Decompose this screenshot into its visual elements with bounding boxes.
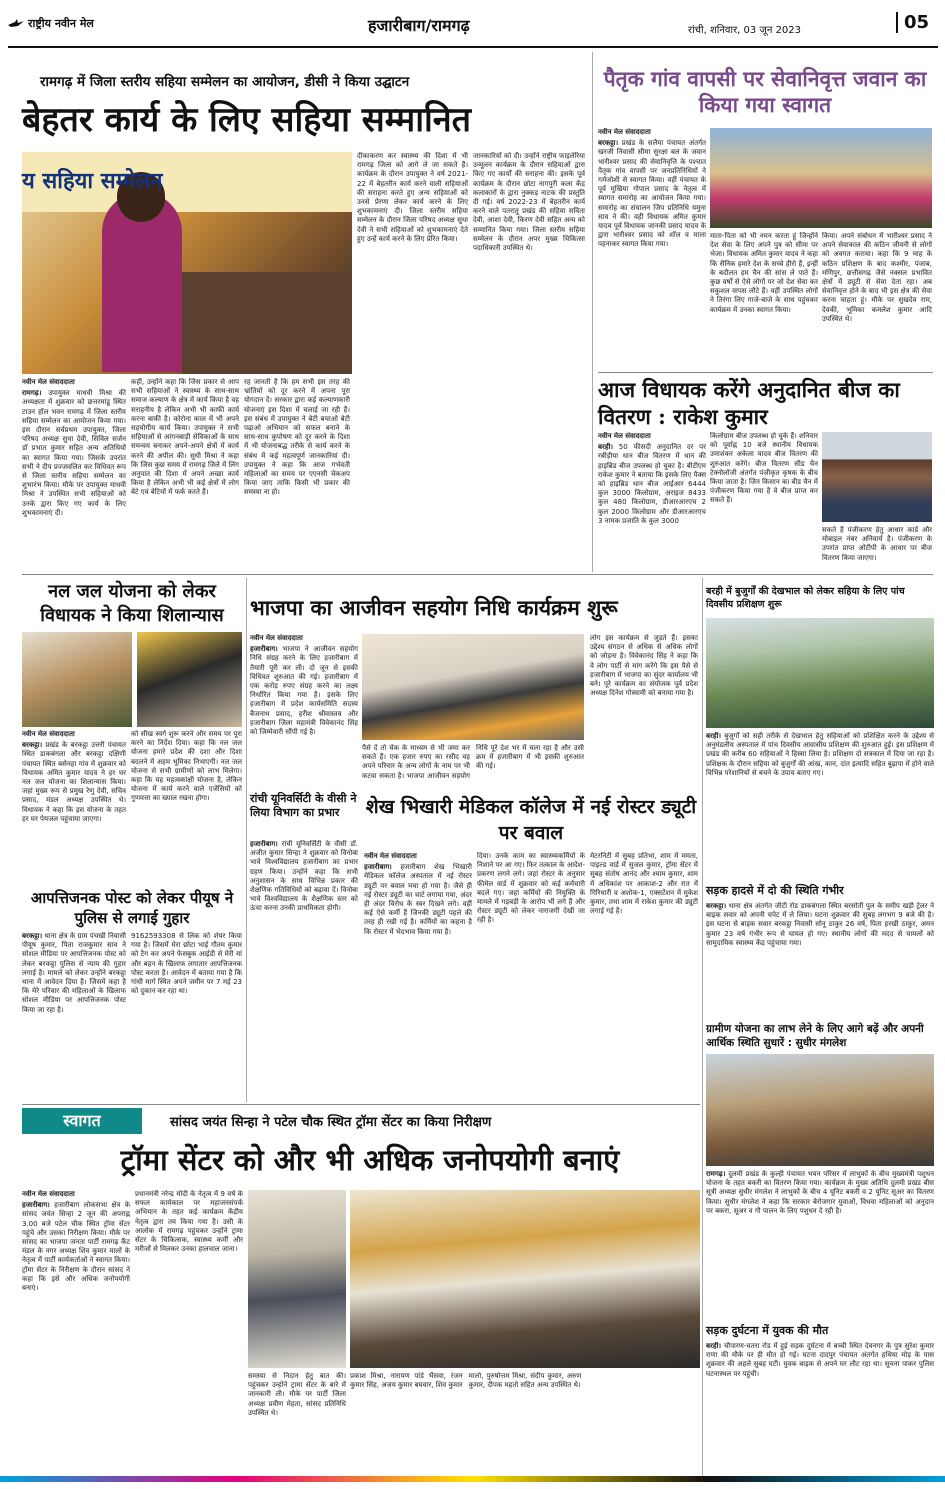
divider <box>702 578 703 1476</box>
ranchi-univ-headline: रांची यूनिवर्सिटी के वीसी ने लिया विभाग का प्रभार <box>250 792 357 819</box>
ranchi-univ-body: रांची यूनिवर्सिटी के वीसी डॉ. अजीत कुमार सिन्हा ने शुक्रवार को विनोबा भावे विश्वविद्यालय हजारीबाग का प्रभार ग्रहण किया। उन्होंने कहा कि सभी अनुशासन के साथ विभिन्न प्रकार की शैक्षणिक गतिविधियों को बढ़ावा दें। विनोबा भावे विश्वविद्यालय के शैक्षणिक स्तर को ऊंचा करना उनकी प्राथमिकता होगी। <box>250 840 358 913</box>
section-title: हजारीबाग/रामगढ़ <box>368 16 470 35</box>
bhajpa-col1 <box>250 634 358 784</box>
beej-col1-text: 50 फीसदी अनुदानित दर पर रबीड़ीया धान बीज वितरण में धान की हाइब्रिड बीज उपलब्ध हो चुका है। बीटीएम राकेश कुमार ने बताया कि इसके लिए पैक्स को हाइब्रिड धान बीज आईआर 6444 कुल 3000 किलोग्राम, अराइज 8433 कुल 480 किलोग्राम, डीआरआरएच 2 कुल 2000 किलोग्राम और डीआरआरएच 3 नामक प्रजाति के कुल 3000 <box>598 443 706 525</box>
nal-jal-dateline: बरकट्ठा। <box>22 741 43 750</box>
prashikshan-dateline: बरही। <box>706 732 722 740</box>
aapattijanak-col2: 9162593308 से लिंक को शेयर किया गया है। जिसमें मेरा छोटा भाई गौतम कुमार को टैग कर अपने फेसबुक आईडी से मेरी मां और बहन के खिलाफ लगातार आपत्तिजनक पोस्ट करता है। आवेदन में बताया गया है कि गांधी मार्ग स्थित अपने जमीन पर 7 मई 23 को दुकान कर रहा था। <box>131 932 242 996</box>
sahiya-col5: जानकारियों को दी। उन्होंने राष्ट्रीय फाइलेरिया उन्मूलन कार्यक्रम के दौरान सहियाओं द्वारा किए गए कार्यों की सराहना की। इसके पूर्व कार्यक्रम के दौरान छोटा नागपुरी कला केंद्र कलाकारों के द्वारा नुक्कड़ नाटक की प्रस्तुति दी गई। वर्ष 2022-23 में बेहतरीन कार्य करने वाले पतरातु प्रखंड की सहिया सविता देवी, आशा देवी, किरण देवी सहित अन्य को सम्मानित किया गया। जिला स्तरीय सहिया सम्मेलन के दौरान अपर मुख्य चिकित्सा पदाधिकारी उपस्थित थे। <box>473 152 585 253</box>
prashikshan-text <box>706 732 934 880</box>
shekh-bhikhari-byline: नवीन मेल संवाददाता <box>364 852 417 860</box>
logo-text: राष्ट्रीय नवीन मेल <box>28 17 94 30</box>
trauma-col2: प्रधानमंत्री नरेन्द्र मोदी के नेतृत्व में 9 वर्ष के सफल कार्यकाल पर महाजनसंपर्क अभियान के तहत कई कार्यक्रम केंद्रीय नेतृत्व द्वारा तय किया गया है। उसी के आलोक में रामगढ़ पहुंचकर उन्होंने ट्रामा सेंटर के चिकित्सक, स्वास्थ्य कर्मी और मरीजों से मिलकर उनका हालचाल जाना। <box>135 1190 243 1254</box>
sadak-1-body: थाना क्षेत्र अंतर्गत जीटी रोड डाकबंगला स्थित बरसोती पुल के समीप खड़ी ट्रेलर ने बाइक सवार को अपनी चपेट में ले लिया। घटना शुक्रवार की सुबह लगभग 9 बजे की है। इस घटना से बाइक सवार बरकट्ठा निवासी सोनू ठाकुर 26 वर्ष, पिता हरखी ठाकुर, अमन कुमार 23 वर्ष गंभीर रूप से घायल हो गए। स्थानीय लोगों की मदद से घायलों को सामुदायिक स्वास्थ्य केंद्र पहुंचाया गया। <box>706 902 934 947</box>
page-number: 05 <box>896 12 929 33</box>
sahiya-banner-text: य सहिया सम्मेलन <box>22 168 163 194</box>
aapattijanak-headline: आपत्तिजनक पोस्ट को लेकर पीयूष ने पुलिस से लगाई गुहार <box>30 889 234 927</box>
sadak-2-headline: सड़क दुर्घटना में युवक की मौत <box>706 1324 829 1337</box>
trauma-headline: ट्रॉमा सेंटर को और भी अधिक जनोपयोगी बनाएं <box>120 1143 620 1177</box>
aapattijanak-dateline: बरकट्ठा। <box>22 932 43 940</box>
gramin-headline: ग्रामीण योजना का लाभ लेने के लिए आगे बढ़ें और अपनी आर्थिक स्थिति सुधारें : सुधीर मंगलेश <box>706 1023 924 1049</box>
trauma-dateline: हजारीबाग। <box>22 1201 50 1210</box>
sadak-2-dateline: बरही। <box>706 1342 722 1350</box>
sadak-2-body: चौपारण-चतरा रोड में हुई सड़क दुर्घटना में बच्ची स्थित देवनगर के पुत्र सुरेश कुमार राणा की मौके पर ही मौत हो गई। घटना दादपुर पंचायत अंतर्गत हथिया मोड़ के पास शुक्रवार की अहले सुबह घटी। युवक बाइक से अपने घर लौट रहा था। सूचना पाकर पुलिस घटनास्थल पर पहुंची। <box>706 1342 934 1378</box>
trauma-col1 <box>22 1190 130 1472</box>
bhajpa-event-photo <box>362 634 584 740</box>
sahiya-kicker: रामगढ़ में जिला स्तरीय सहिया सम्मेलन का आयोजन, डीसी ने किया उद्घाटन <box>40 74 410 90</box>
shekh-bhikhari-col2: दिया। उनके काम का स्वास्थ्यकर्मियों के निशाने पर आ गए। फिर तत्काल के आदेश-प्रकरण लगने लगे। जहां रोस्टर के अनुसार फीमेल वार्ड में शुक्रवार को कई कर्मचारी बदले गए। जहां कर्मियों की नियुक्ति के मामले में गड़बड़ी के आरोप भी लगे हैं और रोस्टर ड्यूटी को लेकर नाराजगी देखी जा रही है। <box>477 852 585 925</box>
sahiya-headline: बेहतर कार्य के लिए सहिया सम्मानित <box>22 100 472 140</box>
divider <box>592 52 593 572</box>
beej-col3: सकते हैं पंजीकरण हेतु आधार कार्ड और मोबाइल नंबर अनिवार्य है। पंजीकरण के उपरांत प्राप्त ओटीपी के आधार पर बीज वितरण किया जाएगा। <box>822 526 932 562</box>
prashikshan-headline: बरही में बुजुर्गों की देखभाल को लेकर सहिया के लिए पांच दिवसीय प्रशिक्षण शुरू <box>706 586 905 610</box>
shekh-bhikhari-col1 <box>364 852 472 1102</box>
nal-jal-col1-text: प्रखंड के बरकट्ठा उत्तरी पंचायत स्थित डाकबंगला और बरकट्ठा दक्षिणी पंचायत स्थित बसेनहा गांव में शुक्रवार को विधायक अमित कुमार यादव ने हर घर नल जल योजना का शिलान्यास किया। जहां मुख्य रूप से प्रमुख रेणु देवी, सचिव प्रसाद, मंडल अध्यक्ष उपस्थित थे। विधायक ने कहा कि इस योजना के तहत हर घर पेयजल पहुंचाया जाएगा। <box>22 741 126 823</box>
trauma-photo-2 <box>350 1190 700 1368</box>
beej-byline: नवीन मेल संवाददाता <box>598 432 651 440</box>
bhajpa-col3: लोग इस कार्यक्रम से जुड़ते हैं। इसका उद्देश्य संगठन से अधिक से अधिक लोगों को जोड़ना है। विवेकानंद सिंह ने कहा कि वे लोग पार्टी से मांग करेंगे कि इस पैसे से हजारीबाग में भाजपा का सुंदर कार्यालय भी बने। पूरे कार्यक्रम का संयोजक पूर्व प्रदेश अध्यक्ष दिनेश गोस्वामी को बनाया गया है। <box>590 634 698 698</box>
paitrik-col1-text: प्रखंड के सलैया पंचायत अंतर्गत खरजी निवासी सीमा सुरक्षा बल के जवान भारीश्वर प्रसाद की सेवानिवृत्ति के पश्चात पैतृक गांव वापसी पर जनप्रतिनिधियों ने गर्मजोशी से स्वागत किया। वहीं पंचायत के पूर्व मुखिया गोपाल प्रसाद के नेतृत्व में स्वागत समारोह का आयोजन किया गया। समारोह का संचालन जिप प्रतिनिधि यमुना साव ने की। वहीं विधायक अमित कुमार यादव पूर्व विधायक जानकी प्रसाद यादव के द्वारा भारीश्वर प्रसाद को शॉल व माला पहनाकर स्वागत किया गया। <box>598 139 706 249</box>
nal-jal-photo-1 <box>22 632 132 727</box>
welcome-tag: स्वागत <box>22 1108 142 1134</box>
sahiya-col2: कहीं, उन्होंने कहा कि जिस प्रकार से आप सभी सहियाओं ने स्वास्थ्य के साथ-साथ समाज कल्याण के क्षेत्र में कार्य किया है वह सराहनीय है लेकिन अभी भी काफी कार्य करना बाकी है। कोरोना काल में भी अपने सहयोगीय कार्य किया। उपायुक्त ने सभी सहियाओं से आंगनबाड़ी सेविकाओं के साथ समन्वय बनाकर अपने-अपने क्षेत्रों में कार्य करने की अपील की। सुधी मिश्रा ने कहा कि जिस कुछ समय में रामगढ़ जिले में लिंग अनुपात की दिशा में अपने अच्छा कार्य किया है लेकिन अभी भी कई क्षेत्रों में लोग बेटे एवं बेटियों में फर्क करते हैं। <box>131 378 239 497</box>
bird-icon <box>8 19 24 29</box>
trauma-kicker: सांसद जयंत सिन्हा ने पटेल चौक स्थित ट्रॉमा सेंटर का किया निरीक्षण <box>170 1115 492 1130</box>
shekh-bhikhari-headline: शेख भिखारी मेडिकल कॉलेज में नई रोस्टर ड्यूटी पर बवाल <box>365 796 697 844</box>
sahiya-col4: दीकाकरण कर स्वास्थ्य की दिशा में भी रामगढ़ जिला को आगे ले जा सकते हैं। कार्यक्रम के दौरान उपायुक्त ने वर्ष 2021-22 में बेहतरीन कार्य करने वाली सहियाओं की सराहना करते हुए अन्य सहियाओं को उनसे प्रेरणा लेकर कार्य करने के लिए शुभकामनाएं दी। जिला स्तरीय सहिया सम्मेलन के दौरान जिला परिषद अध्यक्ष सुधा देवी ने सभी सहियाओं को शुभकामनाएं देते हुए उन्हें कार्य करने के लिए प्रेरित किया। <box>357 152 468 243</box>
sahiya-col1 <box>22 378 126 568</box>
nal-jal-photo-2 <box>137 632 242 727</box>
divider <box>598 372 933 373</box>
gramin-dateline: रामगढ़। <box>706 1170 726 1178</box>
masthead <box>8 8 938 48</box>
nal-jal-byline: नवीन मेल संवाददाता <box>22 730 75 738</box>
shekh-bhikhari-col1-text: हजारीबाग शेख भिखारी मेडिकल कॉलेज अस्पताल में नई रोस्टर ड्यूटी पर बवाल मचा हो गया है। जैसे ही नई रोस्टर ड्यूटी का चार्ट लगाया गया, अंदर ही अंदर विरोध के स्वर दिखने लगे। वहीं कई ऐसे कर्मी हैं जिनकी ड्यूटी पहले की तरह ही रखी गई है। कर्मियों का कहना है कि रोस्टर में भेदभाव किया गया है। <box>364 863 472 936</box>
gramin-body: दुलमी प्रखंड के कुल्ही पंचायत भवन परिसर में लाभुकों के बीच मुख्यमंत्री पशुधन योजना के तहत बकरी का वितरण किया गया। कार्यक्रम के मुख्य अतिथि दुलमी प्रखंड बीस सूत्री अध्यक्ष सुधीर मंगलेश ने लाभुकों के बीच 4 यूनिट बकरी व 2 यूनिट सूअर का वितरण किया। सुधीर मंगलेश ने कहा कि सरकार बेरोजगार युवाओं, विधवा महिलाओं को अनुदान पर बकरा, सूअर व गौ पालन के लिए पशुधन दे रही है। <box>706 1170 934 1215</box>
nal-jal-col2: को सीख स्वर्ग शुरू करने और समय पर पूरा करने का निर्देश दिया। कहा कि नल जल योजना हमारे प्रदेश की दशा और दिशा बदलने में अहम भूमिका निभाएगी। नल जल योजना से सभी ग्रामीणों को लाभ मिलेगा। कहा कि यह महत्वकांक्षी योजना है, लेकिन योजना में कार्य करने वाले एजेंसियों को गुणवत्ता का ख्याल रखना होगा। <box>131 730 242 803</box>
bhajpa-dateline: हजारीबाग। <box>250 645 278 654</box>
shekh-bhikhari-col3: मेटरनिटी में सुबह प्रतिभा, शाम में ममता, पाइल्ड वार्ड में सुजल कुमार, ट्रॉमा सेंटर में सुबह संतोष आनंद और श्याम कुमार, शाम में अधिकांश पर आकाश-2 और रात में गिरिधारी व अशोक-1, एक्सटेंशन में मुकेश कुमार, तथा शाम में राकेश कुमार की ड्यूटी लगाई गई है। <box>590 852 698 916</box>
sahiya-col1-text: उपायुक्त माधवी मिश्रा की अध्यक्षता में शुक्रवार को छत्तरमांडू स्थित टाउन हॉल भवन रामगढ़ में जिला स्तरीय सहिया सम्मेलन का आयोजन किया गया। इस दौरान सर्वप्रथम उपायुक्त, जिला परिषद अध्यक्ष सुधा देवी, सिविल सर्जन डॉ प्रभात कुमार सहित अन्य अतिथियों का स्वागत किया गया। जिसके उपरांत सभी ने दीप प्रज्जवलित कर विधिवत रूप से जिला स्तरीय सहिया सम्मेलन का शुभारंभ किया। मौके पर उपायुक्त माधवी मिश्रा ने उपस्थित सभी सहियाओं को उनके द्वारा किए गए कार्य के लिए शुभकामनाएं दी। <box>22 389 126 517</box>
divider <box>246 578 247 1102</box>
paitrik-col3: किया। अपने संबोधन में भारीश्वर प्रसाद ने अपने सेवाकाल की कठिन जीवनी से लोगों को अवगत कराया। कहा कि 9 माह के कठिन प्रशिक्षण के बाद कश्मीर, पंजाब, मणिपुर, छत्तीसगढ़ जैसे नक्सल प्रभावित क्षेत्रों में ड्यूटी से सेवा देता रहा। अब सेवानिवृत्त होने के बाद भी इस क्षेत्र की सेवा करना चाहता हूं। मौके पर सुखदेव राम, देवकी, भूमिका कमलेश कुमार आदि उपस्थित थे। <box>822 232 932 323</box>
trauma-byline: नवीन मेल संवाददाता <box>22 1190 75 1198</box>
beej-col2: किलोग्राम बीज उपलब्ध हो चुके हैं। शनिवार को पूर्वाह्न 10 बजे स्थानीय विधायक उमाशंकर अकेला यादव बीज वितरण की शुरुआत करेंगे। बीज वितरण सीड चैन टेक्नोलॉजी अंतर्गत पंजीकृत कृषक के बीच किया जाता है। जिन किसान का बीड चैन में पंजीकरण किया गया है वे बीज प्राप्त कर सकते हैं। <box>710 432 818 505</box>
trauma-col1-text: हजारीबाग लोकसभा क्षेत्र के सांसद जयंत सिन्हा 2 जून की अपराह्न 3.00 बजे पटेल चौक स्थित ट्रॉमा सेंटर पहुंचे और उसका निरीक्षण किया। मौके पर सांसद का भाजपा जनता पार्टी रामगढ़ कैंट मंडल के नगर अध्यक्ष शिव कुमार मालों के नेतृत्व में पार्टी कार्यकर्ताओं ने स्वागत किया। ट्रॉमा सेंटर के निरीक्षण के दौरान सांसद ने कहा कि इसे और अधिक जनोपयोगी बनाएं। <box>22 1201 130 1293</box>
sadak-1-text <box>706 902 934 1020</box>
prashikshan-photo <box>706 618 934 728</box>
beej-portrait-photo <box>822 432 932 522</box>
bhajpa-headline: भाजपा का आजीवन सहयोग निधि कार्यक्रम शुरू <box>250 595 618 620</box>
sadak-1-headline: सड़क हादसे में दो की स्थिति गंभीर <box>706 884 844 897</box>
newspaper-logo <box>8 16 94 31</box>
bhajpa-byline: नवीन मेल संवाददाता <box>250 634 303 642</box>
nal-jal-headline: नल जल योजना को लेकर विधायक ने किया शिलान्यास <box>40 581 224 626</box>
beej-col1 <box>598 432 706 572</box>
gramin-photo <box>706 1054 934 1166</box>
prashikshan-body: बुजुर्गों को सही तरीके से देखभाल हेतु सहियाओं को प्रशिक्षित करने के उद्देश्य से अनुमंडलीय अस्पताल में पांच दिवसीय आवासीय प्रशिक्षण की शुरुआत हुई। इस प्रशिक्षण में प्रखंड की करीब 60 सहियाओं ने हिस्सा लिया है। प्रशिक्षण दो सत्रकाल में दिया जा रहा है। प्रशिक्षक के दौरान सहिया को बुजुर्गों की आंख, कान, दांत इत्यादि सहित बुढ़ापा में होने वाले विभिन्न परेशानियों से बचने के उपाय बताए गए। <box>706 732 934 777</box>
paitrik-col1 <box>598 128 706 368</box>
trauma-photo-caption: प्रकाश मिश्रा, नारायण पांडे भैंसवा, रंजन कुमार सिंह, अजय कुमार बघवार, शिव कुमार मालो, पुरुषोत्तम मिश्रा, संदीप कुमार, अरुण कुमार, दीपक महतो सहित अन्य उपस्थित थे। <box>350 1372 582 1390</box>
paitrik-byline: नवीन मेल संवाददाता <box>598 128 651 136</box>
paitrik-col2: माता-पिता को भी नमन करता हूं जिन्होंने देश सेवा के लिए अपने पुत्र को सीमा पर भेजा। विधायक अमित कुमार यादव ने कहा कि सैनिक हमारे देश के सच्चे हीरो हैं, इन्हीं के बदौलत हम चैन की सांस ले पाते हैं। कुछ वर्षों से ऐसे लोगों पर जो देश सेवा कर सकुशल वापस लौटे हैं। वहीं उपस्थित लोगों ने तिरंगा लिए गाजे-बाजे के साथ पहुंचकर कार्यक्रम में उनका स्वागत किया। <box>710 232 818 314</box>
bhajpa-col1-text: भाजपा ने आजीवन सहयोग निधि संग्रह करने के लिए हजारीबाग में तैयारी पूरी कर ली। दो जून से इसकी विधिवत शुरुआत की गई। हजारीबाग में एक करोड़ रुपए संग्रह करने का लक्ष्य निर्धारित किया गया है। इसके लिए हजारीबाग में प्रदेश कार्यसमिति सदस्य बैजनाथ प्रसाद, हरीश श्रीवास्तव और हजारीबाग जिला महामंत्री विवेकानंद सिंह को जिम्मेवारी सौंपी गई है। <box>250 645 358 737</box>
paitrik-welcome-photo <box>710 128 932 228</box>
ranchi-univ-text <box>250 840 358 1102</box>
ranchi-univ-dateline: हजारीबाग। <box>250 840 278 848</box>
sadak-1-dateline: बरकट्ठा। <box>706 902 727 910</box>
color-registration-strip <box>0 1476 945 1482</box>
beej-headline: आज विधायक करेंगे अनुदानित बीज का वितरण : राकेश कुमार <box>598 377 900 429</box>
trauma-photo-1 <box>248 1190 346 1368</box>
sadak-2-text <box>706 1342 934 1470</box>
date-line: रांची, शनिवार, 03 जून 2023 <box>688 25 802 36</box>
sahiya-byline: नवीन मेल संवाददाता <box>22 378 75 386</box>
trauma-col3: समस्या से निदान हेतु बात की। पहुंचकर उन्होंने ट्रामा सेंटर के बारे में जानकारी ली। मौके पर पार्टी जिला अध्यक्ष प्रवीण मेहता, सांसद प्रतिनिधि उपस्थित थे। <box>248 1372 346 1417</box>
nal-jal-col1 <box>22 730 126 885</box>
gramin-text <box>706 1170 934 1322</box>
divider <box>22 574 933 575</box>
sahiya-dateline: रामगढ़। <box>22 389 42 398</box>
beej-dateline: बरही। <box>598 443 614 452</box>
aapattijanak-col1-text: थाना क्षेत्र के ग्राम पंचखी निवासी पीयूष कुमार, पिता राजकुमार साव ने सोशल मीडिया पर आपत्तिजनक पोस्ट को लेकर बरकट्ठा पुलिस से न्याय की गुहार लगाई है। मामले को लेकर उन्होंने बरकट्ठा थाना में आवेदन दिया है। जिसमें कहा है कि मेरे परिवार की महिलाओं के खिलाफ सोशल मीडिया पर आपत्तिजनक पोस्ट किया जा रहा है। <box>22 932 126 1014</box>
sahiya-col3: रह जानती है कि हम सभी इस तरह की भ्रांतियों को दूर करने में अपना पूरा योगदान दें। सरकार द्वारा कई कल्याणकारी योजनाएं इस दिशा में चलाई जा रही हैं। इस संबंध में उपायुक्त ने बेटी बचाओ बेटी पढ़ाओ अभियान को सफल बनाने के साथ-साथ कुपोषण को दूर करने के दिशा में भी योजनाबद्ध तरीके से कार्य करने के संबंध में कई महत्वपूर्ण जानकारियां दी। उपायुक्त ने कहा कि आज गर्भवती महिलाओं का समय पर एएनसी चेकअप किया जाए ताकि किसी भी प्रकार की समस्या ना हो। <box>244 378 350 497</box>
aapattijanak-col1 <box>22 932 126 1102</box>
paitrik-headline: पैतृक गांव वापसी पर सेवानिवृत्त जवान का किया गया स्वागत <box>603 66 927 117</box>
shekh-bhikhari-dateline: हजारीबाग। <box>364 863 392 872</box>
divider <box>22 1104 700 1105</box>
bhajpa-col2: पैसे दें तो चेक के माध्यम से भी जमा कर सकते हैं। एक हजार रुपए का रसीद वह अपने परिवार के अन्य लोगों के नाम पर भी कटवा सकता है। भाजपा आजीवन सहयोग निधि पूरे देश भर में चला रहा है और उसी क्रम में हजारीबाग में भी इसकी शुरुआत की गई। <box>362 744 584 780</box>
paitrik-dateline: बरकट्ठा। <box>598 139 619 148</box>
